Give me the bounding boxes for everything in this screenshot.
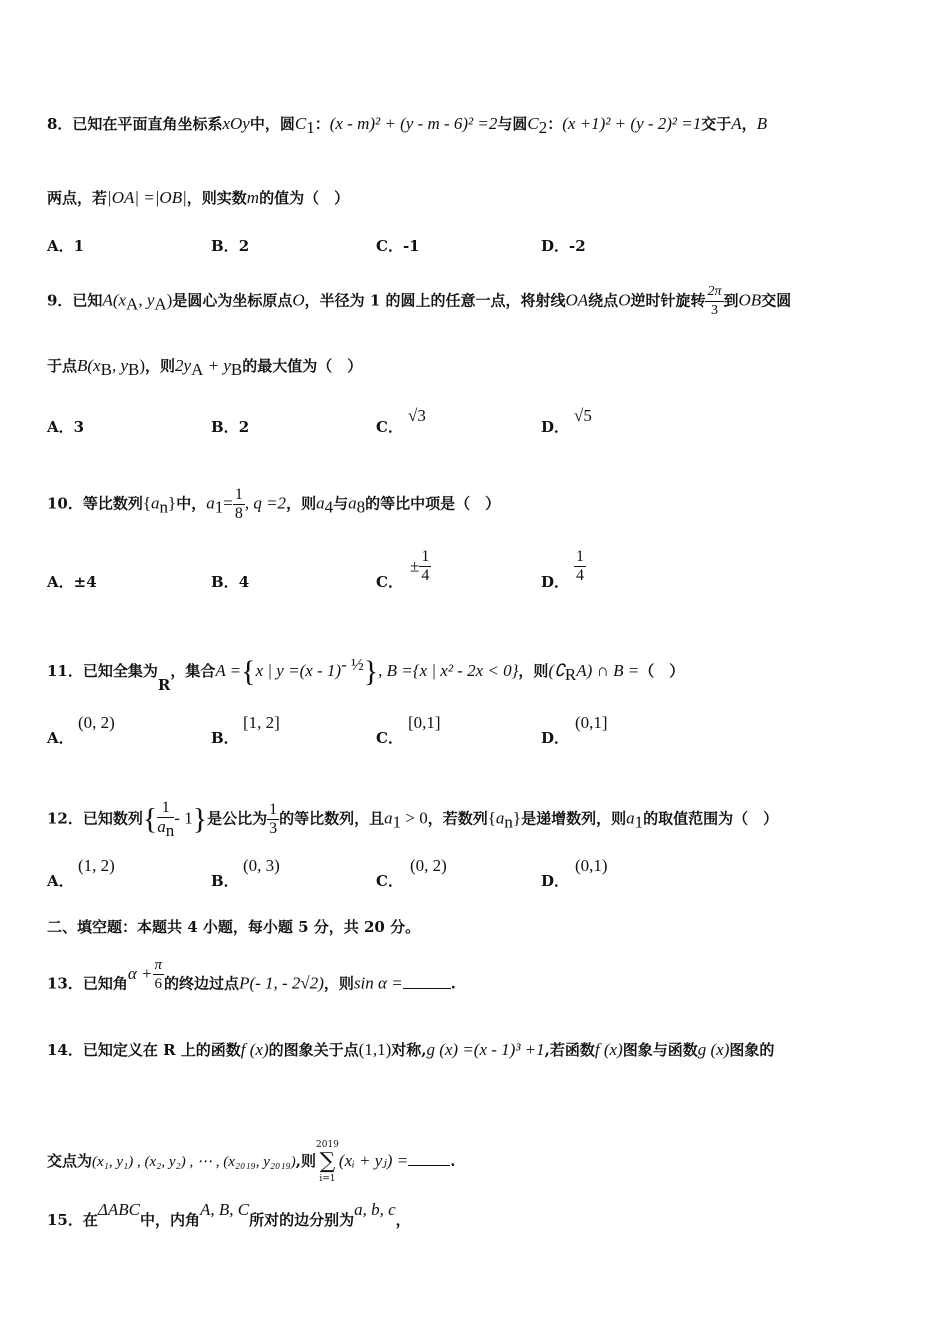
q9-sub: B <box>128 360 140 379</box>
q12-option-b-value: (0, 3) <box>243 856 280 875</box>
q10-text: 的等比中项是（ ） <box>365 494 501 513</box>
option-label: C． <box>376 573 403 591</box>
q11-option-a-value: (0, 2) <box>78 713 115 732</box>
q10-option-d[interactable] <box>541 572 569 592</box>
option-label: B． <box>211 573 239 591</box>
q14-points: (x₁, y₁) , (x₂, y₂) , ⋯ , (x₂₀₁₉, y₂₀₁₉) <box>92 1154 296 1170</box>
q11-set-b: , B ={x | x² - 2x < 0} <box>378 661 519 680</box>
option-value: -1 <box>402 237 420 255</box>
q10-text: 与 <box>333 494 349 513</box>
q9-option-c[interactable] <box>376 417 403 437</box>
q12-text: 是公比为 <box>207 809 268 828</box>
option-value: 2 <box>238 237 250 255</box>
q9-text: 逆时针旋转 <box>630 291 706 310</box>
q11-sub: R <box>564 665 577 684</box>
q12-option-a[interactable] <box>47 871 74 891</box>
q9-option-a[interactable] <box>47 417 84 437</box>
option-label: A． <box>47 418 74 436</box>
q9-text: 是圆心为坐标原点 <box>172 291 293 310</box>
q12-ratio <box>267 801 279 838</box>
q12-a1: a <box>626 808 635 828</box>
q14-text: 图象与函数 <box>622 1041 698 1059</box>
q12-ratio-den: 3 <box>269 820 278 838</box>
q9-option-c-value: √3 <box>408 406 426 425</box>
q8-option-c[interactable] <box>376 236 420 256</box>
q14-line-1 <box>47 1040 774 1060</box>
q10-frac-den: 8 <box>234 505 243 522</box>
q11-expr-rest: A) ∩ B = <box>576 661 640 680</box>
q9-ob: OB <box>738 290 762 310</box>
q9-point-b-rest: , y <box>111 356 128 375</box>
frac-num: 1 <box>576 548 584 565</box>
option-label: D． <box>541 418 570 436</box>
q14-text: . <box>450 1152 456 1170</box>
q8-option-d[interactable] <box>541 236 586 256</box>
q14-text: ,则 <box>295 1152 316 1170</box>
frac-den: 4 <box>576 567 584 584</box>
q9-o: O <box>292 290 305 310</box>
q12-sub: n <box>165 821 175 841</box>
q8-text: 与圆 <box>497 115 528 133</box>
q12-line: 12．已知数列{ $\frac{1}{a_n}$ - 1}是公比为 $\frac{1}{3}$ 的等比数列，且$a_1 > 0$，若数列$\{a_n\}$是递增数列，则$a_1$的取值范围为（ ） <box>47 799 779 841</box>
q13-text: 13．已知角 <box>47 974 128 993</box>
q13-pi-den: 6 <box>154 976 163 992</box>
q12-cond-rest: > 0 <box>401 808 428 828</box>
q10-text: 中， <box>176 494 207 513</box>
option-label: B． <box>211 729 239 747</box>
q8-option-a[interactable] <box>47 236 84 256</box>
q12-sub: 1 <box>634 812 644 832</box>
q14-sum-symbol: ∑ <box>319 1149 336 1174</box>
q9-point-a-rest: , y <box>138 290 155 310</box>
q14-f2: f (x) <box>594 1040 623 1059</box>
q11-text: ，则 <box>518 662 549 680</box>
q13-text: 的终边过点 <box>164 974 240 993</box>
q12-sub: 1 <box>392 812 402 832</box>
q9-text: 到 <box>723 291 739 310</box>
q9-option-b[interactable] <box>211 417 249 437</box>
q8-c2-sub: 2 <box>538 118 548 137</box>
q8-text: ，则实数 <box>186 189 247 207</box>
option-label: D． <box>541 573 570 591</box>
q9-line-2: 于点$B(x_B$, $y_B$)，则$2y_A + y_B$的最大值为（ ） <box>47 356 363 379</box>
q12-text: 的等比数列，且 <box>279 809 385 828</box>
q9-sub: B <box>230 360 243 379</box>
q12-option-c[interactable] <box>376 871 403 891</box>
option-label: C． <box>376 418 403 436</box>
q14-point: (1,1) <box>358 1040 392 1059</box>
q9-text: ，半径为 1 的圆上的任意一点，将射线 <box>304 291 566 310</box>
q11-option-a[interactable] <box>47 728 74 748</box>
option-label: C． <box>376 237 403 255</box>
q9-option-d-value: √5 <box>574 406 592 425</box>
q11-set-a: A = <box>215 661 242 680</box>
q12-option-d[interactable] <box>541 871 569 891</box>
q8-c2: C <box>527 114 539 133</box>
q12-text: 的取值范围为（ ） <box>643 809 779 828</box>
q10-option-b[interactable] <box>211 572 249 592</box>
q10-a8: a <box>348 493 357 513</box>
q15-triangle: ΔABC <box>97 1200 140 1219</box>
q9-text: 交圆 <box>761 291 792 310</box>
question-13 <box>47 957 456 1003</box>
q10-d-fraction <box>574 548 586 585</box>
option-value: 2 <box>238 418 250 436</box>
q8-c1-sub: 1 <box>306 118 315 137</box>
option-value: 1 <box>73 237 85 255</box>
q8-text: 8．已知在平面直角坐标系 <box>47 115 223 133</box>
q12-text: 是递增数列，则 <box>521 809 627 828</box>
q13-point: P(- 1, - 2√2) <box>239 973 324 993</box>
q8-text: 两点，若 <box>47 189 108 207</box>
q13-pi: π <box>154 957 163 973</box>
q14-line-2 <box>47 1139 455 1185</box>
q14-text: 对称, <box>391 1041 427 1059</box>
q12-ratio-num: 1 <box>269 801 278 819</box>
q11-option-d-value: (0,1] <box>575 713 608 732</box>
q10-fraction <box>233 486 245 523</box>
q9-angle-num: 2π <box>705 283 723 302</box>
q11-option-b[interactable] <box>211 728 239 748</box>
q10-option-c-value <box>410 548 431 585</box>
q8-text: ： <box>314 115 330 133</box>
q8-m: m <box>246 188 260 207</box>
q9-line-1: 9．已知$A(x_A$, $y_A$)是圆心为坐标原点O，半径为 1 的圆上的任意一点，将射线OA绕点O逆时针旋转 $\frac{2\pi}{3}$ 到OB交圆 <box>47 284 792 318</box>
option-value: -2 <box>569 237 586 255</box>
q11-set-a-body: x | y =(x - 1) <box>255 661 342 680</box>
q12-option-b[interactable] <box>211 871 239 891</box>
frac-den: 4 <box>421 567 430 584</box>
plus-minus: ± <box>410 556 420 576</box>
q12-text: 12．已知数列 <box>47 809 143 828</box>
q9-expr: 2y <box>175 356 192 375</box>
q8-coord: xOy <box>222 114 250 133</box>
q11-option-c-value: [0,1] <box>408 713 441 732</box>
q8-text: 中，圆 <box>249 115 295 133</box>
q10-option-a[interactable] <box>47 572 97 592</box>
q9-sub: B <box>100 360 112 379</box>
q8-option-b[interactable] <box>211 236 249 256</box>
q10-option-d-value <box>574 548 586 585</box>
q10-eq: = <box>223 493 233 513</box>
option-label: D． <box>541 872 570 890</box>
q10-seq: a <box>151 493 160 513</box>
q12-minus: - 1 <box>174 808 193 828</box>
q15-sides: a, b, c <box>354 1200 396 1219</box>
q12-seq: a <box>495 808 505 828</box>
option-label: D． <box>541 237 570 255</box>
q8-eq1: (x - m)² + (y - m - 6)² =2 <box>329 114 498 133</box>
option-label: A． <box>47 872 74 890</box>
q10-frac-num: 1 <box>234 486 243 503</box>
option-label: C． <box>376 872 403 890</box>
q14-g: g (x) =(x - 1)³ +1 <box>426 1040 545 1059</box>
q11-option-c[interactable] <box>376 728 403 748</box>
q10-sub: n <box>159 497 169 517</box>
q9-text: 9．已知 <box>47 291 103 310</box>
option-label: A． <box>47 573 74 591</box>
q9-sub: A <box>191 360 204 379</box>
q10-text: 10．等比数列 <box>47 494 143 513</box>
q13-fraction <box>153 956 165 993</box>
option-value: ±4 <box>73 573 97 591</box>
q8-cond: |OA| =|OB| <box>107 188 187 207</box>
q12-frac-den: a <box>157 817 166 836</box>
option-label: D． <box>541 729 570 747</box>
option-value: 4 <box>238 573 250 591</box>
q9-text: 于点 <box>47 357 78 375</box>
q8-text: ， <box>741 115 757 133</box>
frac-num: 1 <box>421 548 430 565</box>
q14-text: 14．已知定义在 R 上的函数 <box>47 1041 241 1059</box>
q12-cond: a <box>384 808 393 828</box>
q12-option-a-value: (1, 2) <box>78 856 115 875</box>
q13-text: . <box>450 974 456 993</box>
q13-sin: sin α = <box>353 973 403 993</box>
q14-text: 的图象关于点 <box>268 1041 359 1059</box>
option-label: B． <box>211 237 239 255</box>
q12-fraction <box>157 799 174 840</box>
q9-option-d[interactable] <box>541 417 569 437</box>
q14-answer-blank[interactable] <box>408 1151 450 1166</box>
q12-option-c-value: (0, 2) <box>410 856 447 875</box>
option-label: A． <box>47 237 74 255</box>
q8-point-a: A <box>731 114 742 133</box>
q8-text: ： <box>547 115 563 133</box>
q11-expr: (∁ <box>548 661 565 680</box>
q14-g2: g (x) <box>697 1040 730 1059</box>
q8-line-2 <box>47 188 349 208</box>
q9-angle-fraction <box>705 283 723 320</box>
q9-point-b: B(x <box>77 356 101 375</box>
q9-point-a: A(x <box>102 290 127 310</box>
q10-line: 10．等比数列$\{a_n\}$中，$a_1=$ $\frac{1}{8}$ , q =2，则$a_4$与$a_8$的等比中项是（ ） <box>47 486 501 522</box>
q10-a1: a <box>206 493 215 513</box>
q8-text: 交于 <box>701 115 732 133</box>
q14-text: ,若函数 <box>544 1041 595 1059</box>
q14-text: 交点为 <box>47 1152 93 1170</box>
q8-point-b: B <box>756 114 768 133</box>
q10-sub: 8 <box>356 497 366 517</box>
q10-a4: a <box>316 493 325 513</box>
q9-sub: A <box>126 294 139 314</box>
q11-option-d[interactable] <box>541 728 569 748</box>
q11-text: 11．已知全集为 <box>47 662 158 680</box>
q9-angle-den: 3 <box>710 303 718 318</box>
q15-text: 15．在 <box>47 1211 98 1229</box>
q11-exp: - ½ <box>341 655 364 674</box>
option-label: C． <box>376 729 403 747</box>
q11-r: R <box>157 676 171 694</box>
q11-line: 11．已知全集为R，集合A ={x | y =(x - 1)$^{- \frac{1}{2}}$}, B ={x | x² - 2x < 0}，则$(∁_RA)$ ∩ B =（ ） <box>47 655 685 694</box>
q10-sub: 1 <box>214 497 224 517</box>
q13-answer-blank[interactable] <box>403 974 451 989</box>
q13-text: ，则 <box>323 974 354 993</box>
q10-text: ，则 <box>286 494 317 513</box>
q14-sum-top: 2019 <box>316 1140 339 1150</box>
question-15 <box>47 1200 411 1230</box>
section-2-title: 二、填空题：本题共 4 小题，每小题 5 分，共 20 分。 <box>47 918 421 936</box>
q9-sub: A <box>154 294 167 314</box>
q9-expr2: + y <box>203 356 231 375</box>
q9-text: 的最大值为（ ） <box>242 357 363 375</box>
q12-text: ，若数列 <box>427 809 488 828</box>
q14-sum <box>316 1139 339 1185</box>
q8-eq2: (x +1)² + (y - 2)² =1 <box>562 114 702 133</box>
q8-c1: C <box>294 114 307 133</box>
q15-angles: A, B, C <box>199 1200 250 1219</box>
q9-o2: O <box>618 290 631 310</box>
option-value: 3 <box>73 418 85 436</box>
q14-sum-body: (xᵢ + yⱼ) = <box>338 1151 409 1170</box>
q9-text: 绕点 <box>588 291 619 310</box>
q14-text: 图象的 <box>729 1041 775 1059</box>
q10-sub: 4 <box>324 497 334 517</box>
q8-text: 的值为（ ） <box>259 189 350 207</box>
q11-text: （ ） <box>639 662 685 680</box>
option-label: A． <box>47 729 74 747</box>
q12-option-d-value: (0,1) <box>575 856 608 875</box>
q10-option-c[interactable] <box>376 572 403 592</box>
q11-text: ，集合 <box>170 662 216 680</box>
q15-text: 所对的边分别为 <box>249 1211 355 1229</box>
q14-sum-bottom: i=1 <box>319 1174 336 1184</box>
q12-sub: n <box>504 812 513 832</box>
q8-line-1 <box>47 114 767 138</box>
q10-c-fraction <box>419 548 431 585</box>
q9-oa: OA <box>565 290 589 310</box>
q14-f: f (x) <box>240 1040 269 1059</box>
q10-q: , q =2 <box>244 493 287 513</box>
q15-text: ， <box>395 1211 411 1229</box>
q15-text: 中，内角 <box>139 1211 200 1229</box>
q11-option-b-value: [1, 2] <box>243 713 280 732</box>
q9-text: ，则 <box>145 357 176 375</box>
q12-frac-num: 1 <box>157 799 174 818</box>
q13-alpha: α + <box>127 963 153 983</box>
option-label: B． <box>211 872 239 890</box>
option-label: B． <box>211 418 239 436</box>
